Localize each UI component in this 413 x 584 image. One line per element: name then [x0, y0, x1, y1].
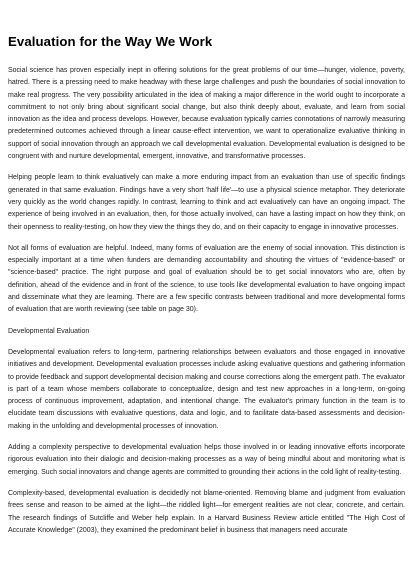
section-heading: Developmental Evaluation: [8, 327, 90, 335]
paragraph-complexity-perspective: Adding a complexity perspective to developmental evaluation helps those involved in or leading innovative efforts incorporate rigorous evaluation into their dialogic and decision-making processes as a way of being mindful about and monitoring what is emerging. Such social innovators and change agents are committed to grounding their actions in the cold light of reality-testing.: [8, 444, 405, 476]
paragraph-forms-of-evaluation: Not all forms of evaluation are helpful. Indeed, many forms of evaluation are the enemy of social innovation. This distinction is especially important at a time when funders are demanding accountability and shouting the virtues of "evidence-based" or "science-based" practice. The right purpose and goal of evaluation should be to get social innovators who are, often by definition, ahead of the evidence and in front of the science, to use tools like developmental evaluation to have ongoing impact and disseminate what they are learning. There are a few specific contrasts between traditional and more developmental forms of evaluation that are worth reviewing (see table on page 30).: [8, 244, 405, 314]
paragraph-intro: Social science has proven especially inept in offering solutions for the great problems of our time—hunger, violence, poverty, hatred. There is a pressing need to make headway with these large challenges and push the boundaries of social innovation to make real progress. The very possibility articulated in the idea of making a major difference in the world ought to incorporate a commitment to not only bring about significant social change, but also think deeply about, evaluate, and learn from social innovation as the idea and process develops. However, because evaluation typically carries connotations of narrowly measuring predetermined outcomes achieved through a linear cause-effect intervention, we want to operationalize evaluative thinking in support of social innovation through an approach we call developmental evaluation. Developmental evaluation is designed to be congruent with and nurture developmental, emergent, innovative, and transformative processes.: [8, 67, 405, 161]
paragraph-thinking-evaluatively: Helping people learn to think evaluatively can make a more enduring impact from an evaluation than use of specific findings generated in that same evaluation. Findings have a very short 'half life'—to use a physical science metaphor. They deteriorate very quickly as the world changes rapidly. In contrast, learning to think and act evaluatively can have an ongoing impact. The experience of being involved in an evaluation, then, for those actually involved, can have a lasting impact on how they think, on their openness to reality-testing, on how they view the things they do, and on their capacity to engage in innovative processes.: [8, 174, 405, 231]
paragraph-developmental-evaluation: Developmental evaluation refers to long-term, partnering relationships between evaluators and those engaged in innovative initiatives and development. Developmental evaluation processes include asking evaluative questions and gathering information to provide feedback and support developmental decision making and course corrections along the emergent path. The evaluator is part of a team whose members collaborate to conceptualize, design and test new approaches in a long-term, on-going process of continuous improvement, adaptation, and intentional change. The evaluator's primary function in the team is to elucidate team discussions with evaluative questions, data and logic, and to facilitate data-based assessments and decision-making in the unfolding and developmental processes of innovation.: [8, 348, 405, 430]
paragraph-not-blame-oriented: Complexity-based, developmental evaluation is decidedly not blame-oriented. Removing blame and judgment from evaluation frees sense and reason to be aimed at the light—the riddled light—for emergent realities are not clear, concrete, and certain. The research findings of Sutcliffe and Weber help explain. In a Harvard Business Review article entitled "The High Cost of Accurate Knowledge" (2003), they examined the predominant belief in business that managers need accurate: [8, 489, 405, 534]
document-title: Evaluation for the Way We Work: [8, 34, 213, 49]
